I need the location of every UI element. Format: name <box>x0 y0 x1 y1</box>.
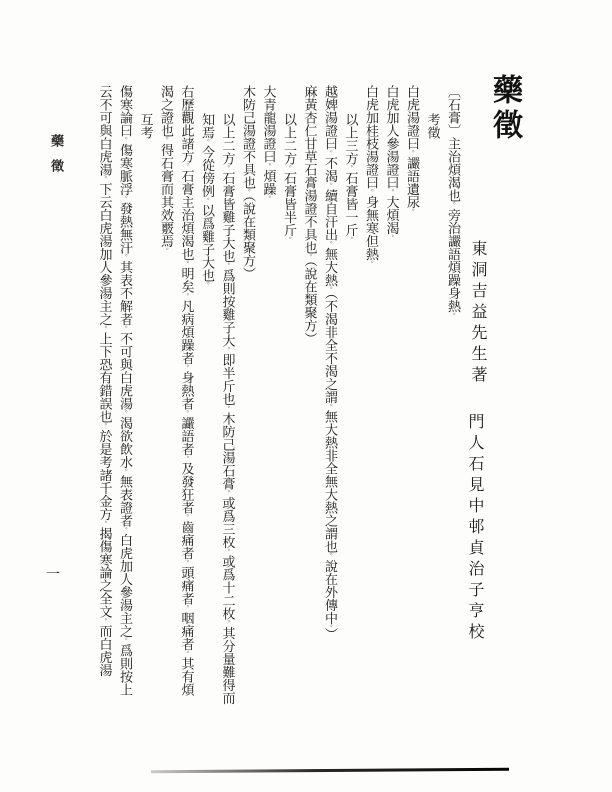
editor-line: 門人石見中邨貞治子亨校 <box>466 413 485 644</box>
text-column: 右歷觀此諸方。石膏主治煩渴也。明矣。凡病煩躁者。身熱者。讝語者。及發狂者。齒痛者。頭痛者。咽痛者。其有煩 <box>178 85 194 696</box>
text-column-continuation: 云不可與白虎湯。下云白虎湯加人參湯主之。上下恐有錯誤也。於是考諸千金方。揭傷寒論之全文。而白虎湯 <box>96 85 112 677</box>
page-number: 一 <box>46 567 60 583</box>
text-column: 越婢湯證曰。不渴。續自汗出。無大熱。（不渴非全不渴之謂。無大熱非全無大熱之謂也。說在外傳中。） <box>322 85 337 641</box>
author-line: 東洞吉益先生著 <box>469 240 488 387</box>
text-column-continuation: 渴之證也。得石膏而其效覈焉。 <box>158 85 173 254</box>
text-column: 木防己湯證不具也。（說在類聚方） <box>240 85 255 280</box>
bottom-rule-line <box>151 768 509 773</box>
text-column: 大青龍湯證曰。煩躁。 <box>260 85 276 202</box>
text-column-summary: 以上三方。石膏皆一斤。 <box>342 113 358 243</box>
text-column: 白虎湯證曰。讝語遺尿。 <box>404 85 419 215</box>
text-column-summary: 以上二方。石膏皆雞子大也。爲則按雞子大。即半斤也。木防己湯石膏。或爲三枚。或爲十二枚。其分量難得而 <box>219 113 235 705</box>
book-title: 藥徵 <box>487 74 522 144</box>
text-column-continuation: 知焉。今從傍例。以爲雞子大也。 <box>199 113 214 289</box>
text-column: 傷寒論曰。傷寒脈浮。發熱無汗。其表不解者。不可與白虎湯。渴欲飲水。無表證者。白虎加人參湯主之。爲則按上 <box>117 85 132 696</box>
section-heading-goko: 互考 <box>137 113 153 139</box>
text-column: 白虎加桂枝湯證曰。身無寒但熱。 <box>363 85 378 267</box>
text-column: 麻黃杏仁甘草石膏湯證不具也。（說在類聚方） <box>301 85 317 345</box>
entry-heading-sekkou: 〔石膏〕主治煩渴也。旁治讝語煩躁身熱。 <box>445 85 460 319</box>
main-text-block <box>93 85 462 713</box>
text-column-summary: 以上二方。石膏皆半斤。 <box>281 113 296 243</box>
margin-title: 藥徵 <box>48 134 63 184</box>
section-heading-kocho: 考徵 <box>424 113 440 139</box>
text-column: 白虎加人參湯證曰。大煩渴。 <box>383 85 399 241</box>
